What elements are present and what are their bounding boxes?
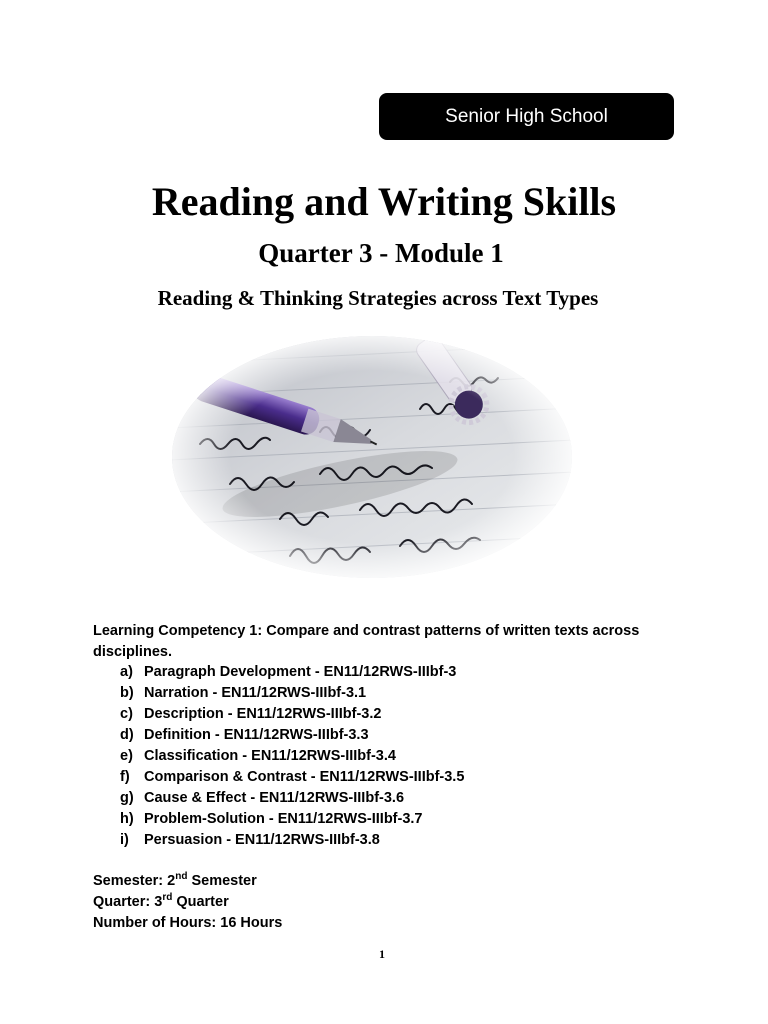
list-item: e) Classification - EN11/12RWS-IIIbf-3.4 <box>120 748 396 764</box>
list-item: f) Comparison & Contrast - EN11/12RWS-IIIbf-3.5 <box>120 769 465 785</box>
learning-competency-heading: Learning Competency 1: Compare and contrast patterns of written texts across disciplines. <box>93 623 640 660</box>
module-subtitle: Reading & Thinking Strategies across Text Types <box>157 286 599 310</box>
list-item: i) Persuasion - EN11/12RWS-IIIbf-3.8 <box>120 832 380 848</box>
module-heading: Quarter 3 - Module 1 <box>258 238 504 268</box>
hours-line: Number of Hours: 16 Hours <box>93 915 283 931</box>
semester-line: Semester: 2nd Semester <box>93 871 257 889</box>
pen-on-notes-photo <box>170 334 574 580</box>
list-item: c) Description - EN11/12RWS-IIIbf-3.2 <box>120 706 382 722</box>
document-title: Reading and Writing Skills <box>151 179 617 224</box>
senior-high-school-badge <box>379 93 674 140</box>
badge-label: Senior High School <box>445 105 608 127</box>
list-item: a) Paragraph Development - EN11/12RWS-IIIbf-3 <box>120 664 457 680</box>
quarter-line: Quarter: 3rd Quarter <box>93 892 229 910</box>
page-number: 1 <box>379 947 385 961</box>
list-item: h) Problem-Solution - EN11/12RWS-IIIbf-3.7 <box>120 811 423 827</box>
list-item: b) Narration - EN11/12RWS-IIIbf-3.1 <box>120 685 367 701</box>
competency-list <box>93 662 464 851</box>
list-item: d) Definition - EN11/12RWS-IIIbf-3.3 <box>120 727 369 743</box>
list-item: g) Cause & Effect - EN11/12RWS-IIIbf-3.6 <box>120 790 405 806</box>
module-meta <box>93 871 282 934</box>
